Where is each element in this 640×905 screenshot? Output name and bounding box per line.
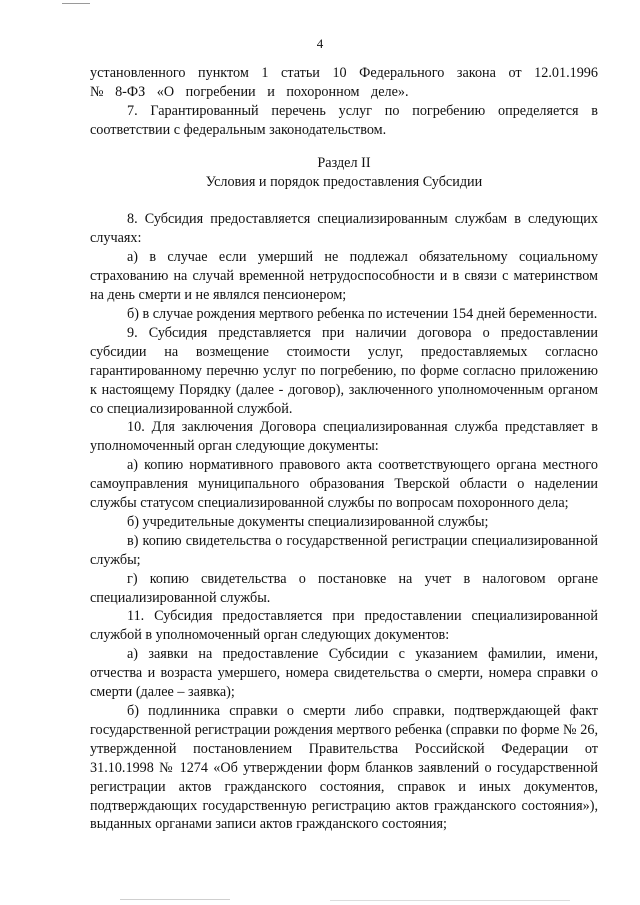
paragraph-11a: а) заявки на предоставление Субсидии с указанием фамилии, имени, отчества и возраста умершего, номера свидетельства о смерти, номера справки о смерти (далее – заявка); [90,646,598,701]
paragraph-8b: б) в случае рождения мертвого ребенка по истечении 154 дней беременности. [127,305,598,322]
scan-mark-top-left [62,3,90,4]
page-number: 4 [316,36,324,51]
paragraph-7: 7. Гарантированный перечень услуг по погребению определяется в соответствии с федеральным законодательством. [90,102,598,138]
paragraph-10b: б) учредительные документы специализированной службы; [127,513,489,530]
paragraph-11: 11. Субсидия предоставляется при предоставлении специализированной службой в уполномоченный орган следующих документов: [90,608,598,644]
section-label: Раздел II [317,154,371,171]
paragraph-10a: а) копию нормативного правового акта соответствующего органа местного самоуправления муниципального образования Тверской области о наделении службы статусом специализированной службы по вопросам похоронного дела; [90,457,598,512]
paragraph-10v: в) копию свидетельства о государственной регистрации специализированной службы; [90,532,598,568]
document-body [90,64,598,834]
paragraph-8a: а) в случае если умерший не подлежал обязательному социальному страхованию на случай временной нетрудоспособности и в связи с материнством на день смерти и не являлся пенсионером; [90,249,598,304]
paragraph-10: 10. Для заключения Договора специализированная служба представляет в уполномоченный орган следующие документы: [90,419,598,455]
section-title: Условия и порядок предоставления Субсидии [205,173,483,190]
paragraph-continuation: установленного пунктом 1 статьи 10 Федерального закона от 12.01.1996 № 8-ФЗ «О погребении и похоронном деле». [90,65,598,100]
paragraph-10g: г) копию свидетельства о постановке на учет в налоговом органе специализированной службы. [90,570,598,606]
paragraph-9: 9. Субсидия представляется при наличии договора о предоставлении субсидии на возмещение стоимости услуг, предоставляемых согласно гарантированному перечню услуг по погребению, по форме согласно приложению к настоящему Порядку (далее - договор), заключенного уполномоченным органом со специализированной службой. [90,324,598,417]
scan-mark-bottom-left [120,899,230,900]
scan-mark-bottom-right [330,900,570,901]
paragraph-11b: б) подлинника справки о смерти либо справки, подтверждающей факт государственной регистрации рождения мертвого ребенка (справки по форме № 26, утвержденной постановлением Правительства Российской Федерации от 31.10.1998 № 1274 «Об утверждении форм бланков заявлений о государственной регистрации актов гражданского состояния, справок и иных документов, подтверждающих государственную регистрацию актов гражданского состояния»), выданных органами записи актов гражданского состояния; [90,703,598,833]
paragraph-8: 8. Субсидия предоставляется специализированным службам в следующих случаях: [90,211,598,247]
spacer [90,191,598,210]
